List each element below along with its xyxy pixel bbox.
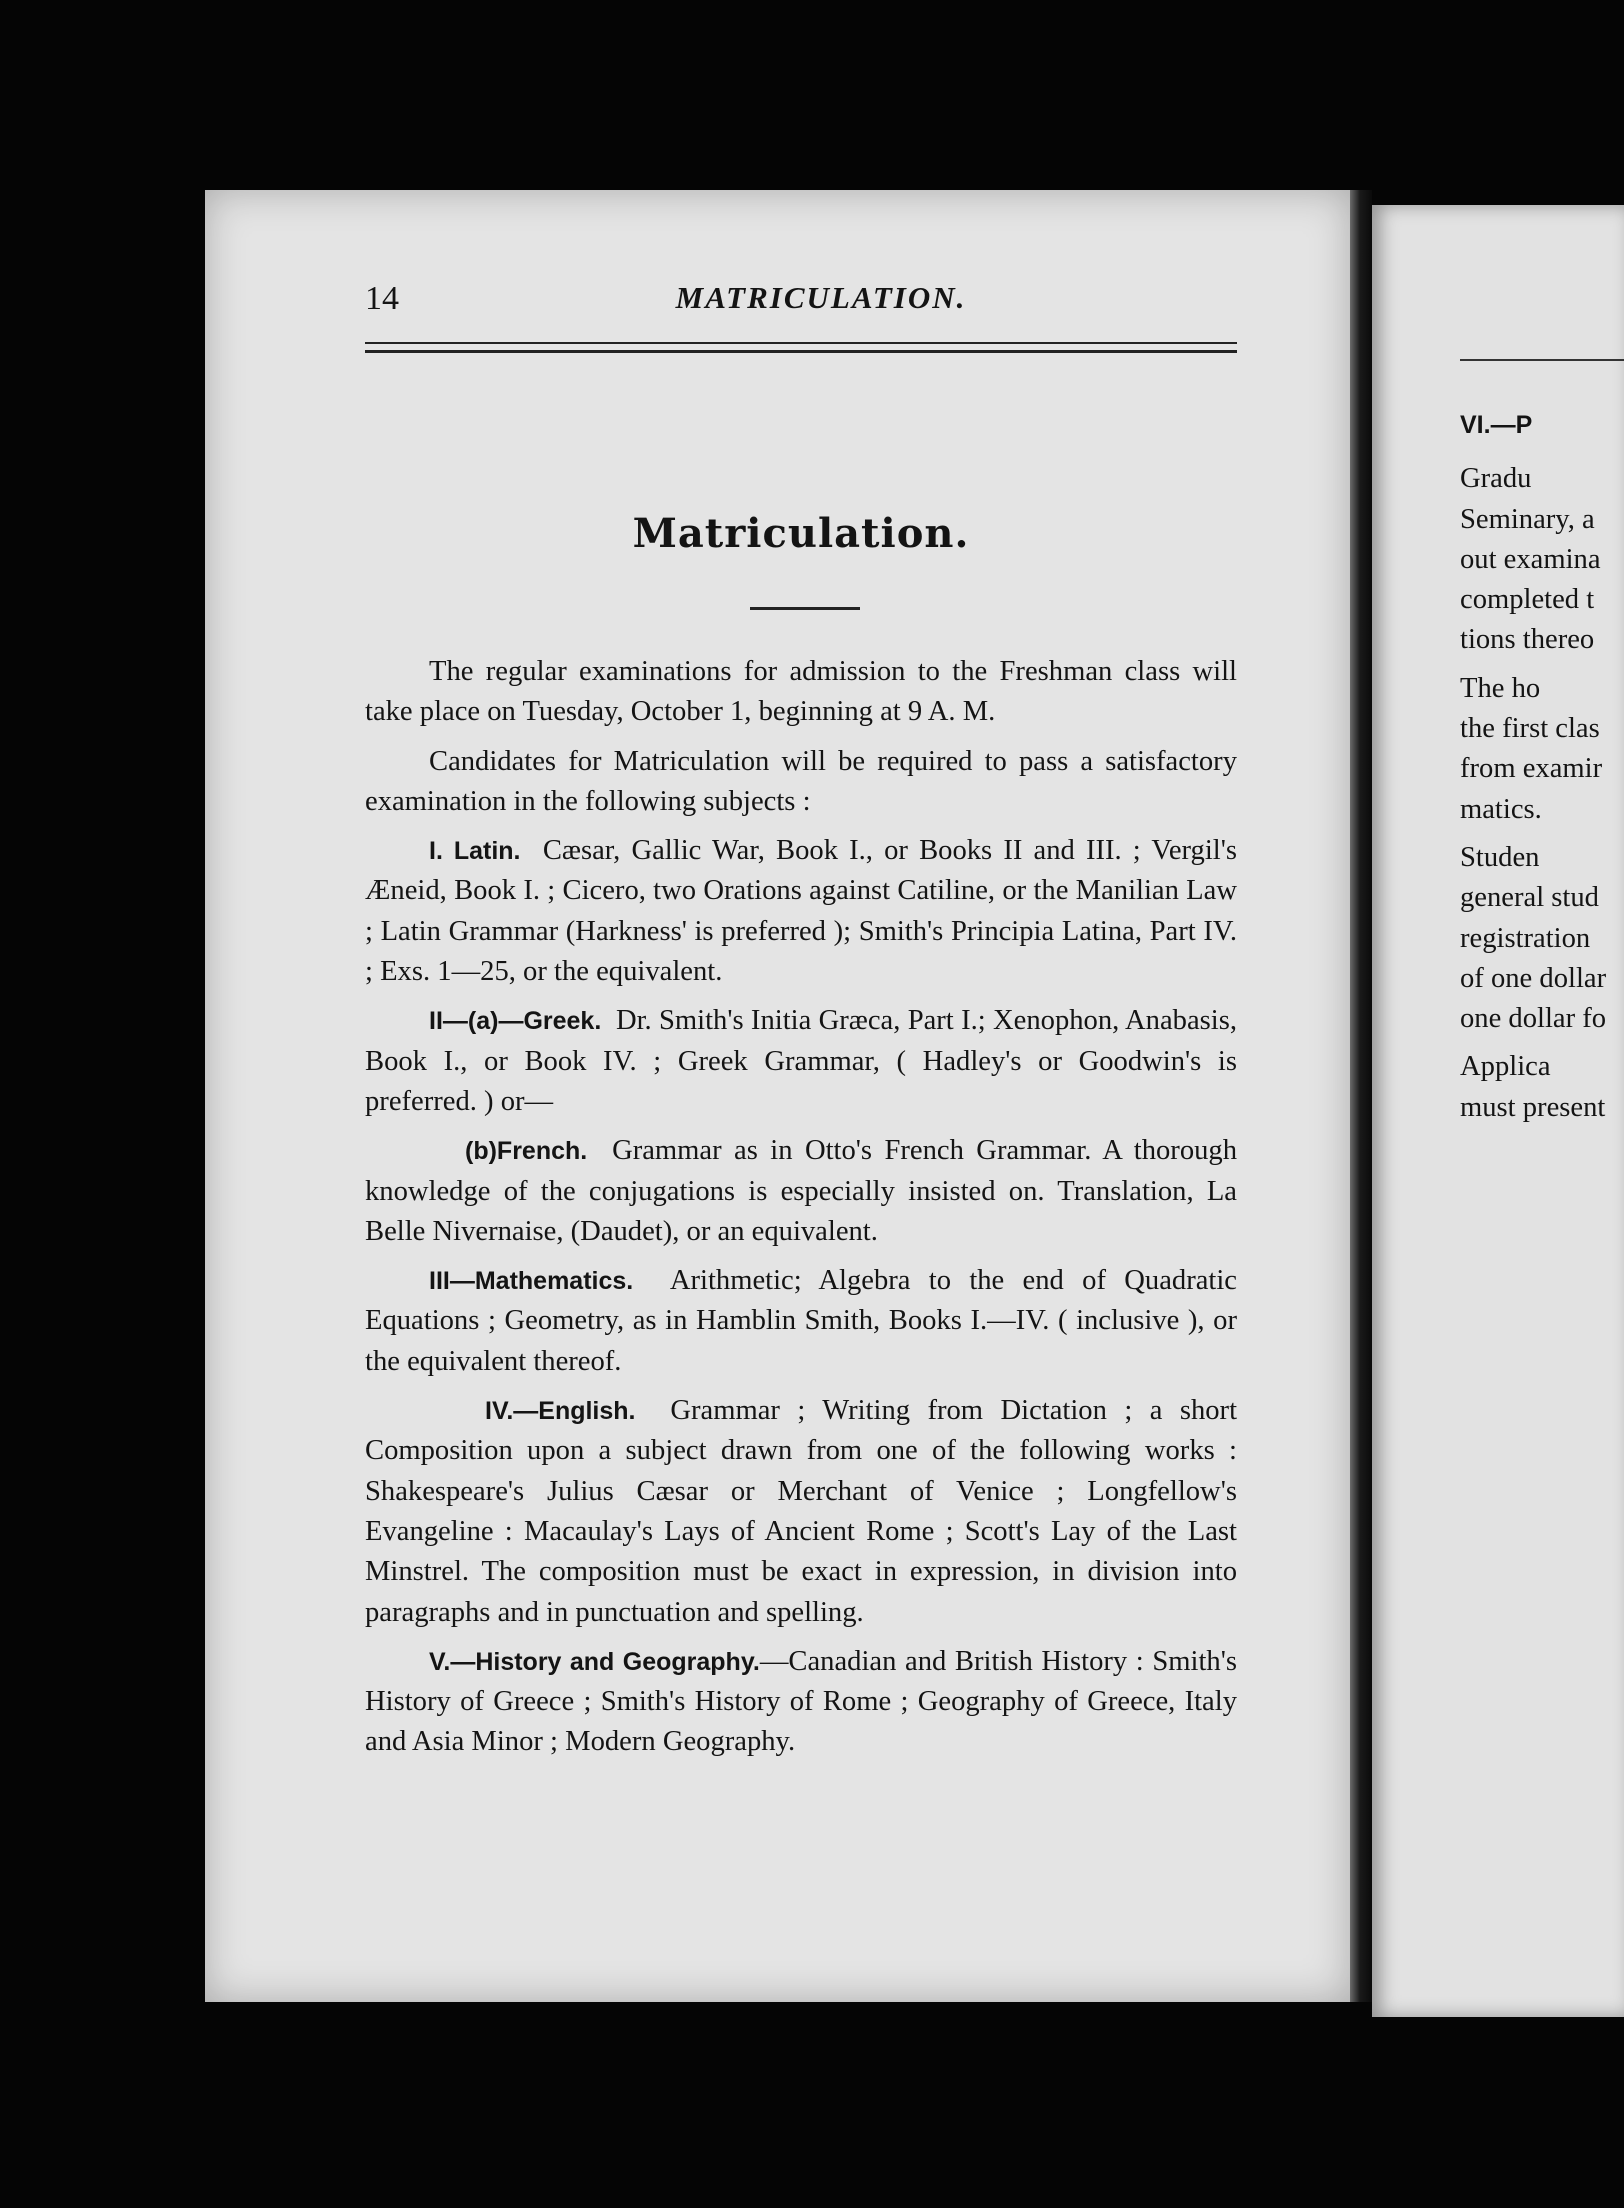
- candidates-paragraph: Candidates for Matriculation will be required to pass a satisfactory examination in the following subjects :: [365, 745, 1237, 817]
- latin-text: Cæsar, Gallic War, Book I., or Books II and III. ; Vergil's Æneid, Book I. ; Cicero, two Orations against Catiline, or the Manilian Law ; Latin Grammar (Harkness' is preferred ); Smith's Principia Latina, Part IV. ; Exs. 1—25, or the equivalent.: [365, 835, 1238, 988]
- right-line: from examir: [1460, 753, 1603, 785]
- right-line: Gradu: [1460, 463, 1532, 495]
- history-text: —Canadian and British History : Smith's History of Greece ; Smith's History of Rome ; Geography of Greece, Italy and Asia Minor ; Modern Geography.: [365, 1645, 1237, 1758]
- right-line: tions thereo: [1460, 624, 1595, 656]
- right-line: Studen: [1460, 841, 1540, 873]
- latin-paragraph: [365, 831, 1237, 992]
- header-rule-double: [365, 350, 1237, 353]
- page-header: [365, 280, 1237, 330]
- right-line: the first clas: [1460, 713, 1600, 745]
- left-page: [205, 190, 1350, 2002]
- french-label: (b)French.: [465, 1137, 588, 1166]
- page-number: 14: [365, 280, 399, 317]
- title-rule: [750, 607, 860, 610]
- history-paragraph: [365, 1642, 1237, 1763]
- right-line: of one dollar: [1460, 962, 1607, 994]
- right-line: completed t: [1460, 584, 1595, 616]
- mathematics-paragraph: [365, 1261, 1237, 1382]
- right-page-rule: [1460, 359, 1624, 361]
- french-text: Grammar as in Otto's French Grammar. A thorough knowledge of the conjugations is especially insisted on. Translation, La Belle Nivernaise, (Daudet), or an equivalent.: [365, 1135, 1238, 1247]
- running-title: MATRICULATION.: [675, 280, 967, 315]
- book-gutter: [1350, 190, 1372, 2002]
- right-page-heading: VI.—P: [1460, 411, 1533, 439]
- right-line: general stud: [1460, 882, 1599, 914]
- header-rule: [365, 342, 1237, 344]
- intro-paragraph: The regular examinations for admission to the Freshman class will take place on Tuesday, October 1, beginning at 9 A. M.: [365, 656, 1237, 728]
- section-title: Matriculation.: [632, 510, 970, 557]
- right-gap: [1460, 661, 1624, 669]
- body-text: [365, 652, 1237, 1772]
- greek-text: Dr. Smith's Initia Græca, Part I.; Xenophon, Anabasis, Book I., or Book IV. ; Greek Grammar, ( Hadley's or Goodwin's is preferred. ) or—: [365, 1005, 1237, 1117]
- mathematics-label: III—Mathematics.: [429, 1267, 634, 1296]
- english-label: IV.—English.: [485, 1397, 636, 1426]
- right-line: must present: [1460, 1091, 1606, 1123]
- french-paragraph: [365, 1131, 1237, 1252]
- right-line: matics.: [1460, 793, 1542, 825]
- right-line: Seminary, a: [1460, 503, 1595, 535]
- right-line: The ho: [1460, 672, 1541, 704]
- greek-paragraph: [365, 1001, 1237, 1122]
- right-page-text: [1460, 405, 1624, 1128]
- right-line: registration: [1460, 922, 1591, 954]
- english-paragraph: [365, 1391, 1237, 1633]
- greek-label: II—(a)—Greek.: [429, 1007, 602, 1036]
- mathematics-text: Arithmetic; Algebra to the end of Quadratic Equations ; Geometry, as in Hamblin Smith, Books I.—IV. ( inclusive ), or the equivalent thereof.: [365, 1265, 1237, 1377]
- right-line: out examina: [1460, 543, 1601, 575]
- right-gap: [1460, 1039, 1624, 1047]
- english-text: Grammar ; Writing from Dictation ; a short Composition upon a subject drawn from one of the following works : Shakespeare's Julius Cæsar or Merchant of Venice ; Longfellow's Evangeline : Macaulay's Lays of Ancient Rome ; Scott's Lay of the Last Minstrel. The composition must be exact in expression, in division into paragraphs and in punctuation and spelling.: [365, 1395, 1238, 1628]
- right-page: [1372, 205, 1624, 2017]
- history-label: V.—History and Geography.: [429, 1647, 760, 1676]
- latin-label: I. Latin.: [429, 837, 521, 866]
- right-line: one dollar fo: [1460, 1003, 1607, 1035]
- right-line: Applica: [1460, 1051, 1551, 1083]
- right-gap: [1460, 830, 1624, 838]
